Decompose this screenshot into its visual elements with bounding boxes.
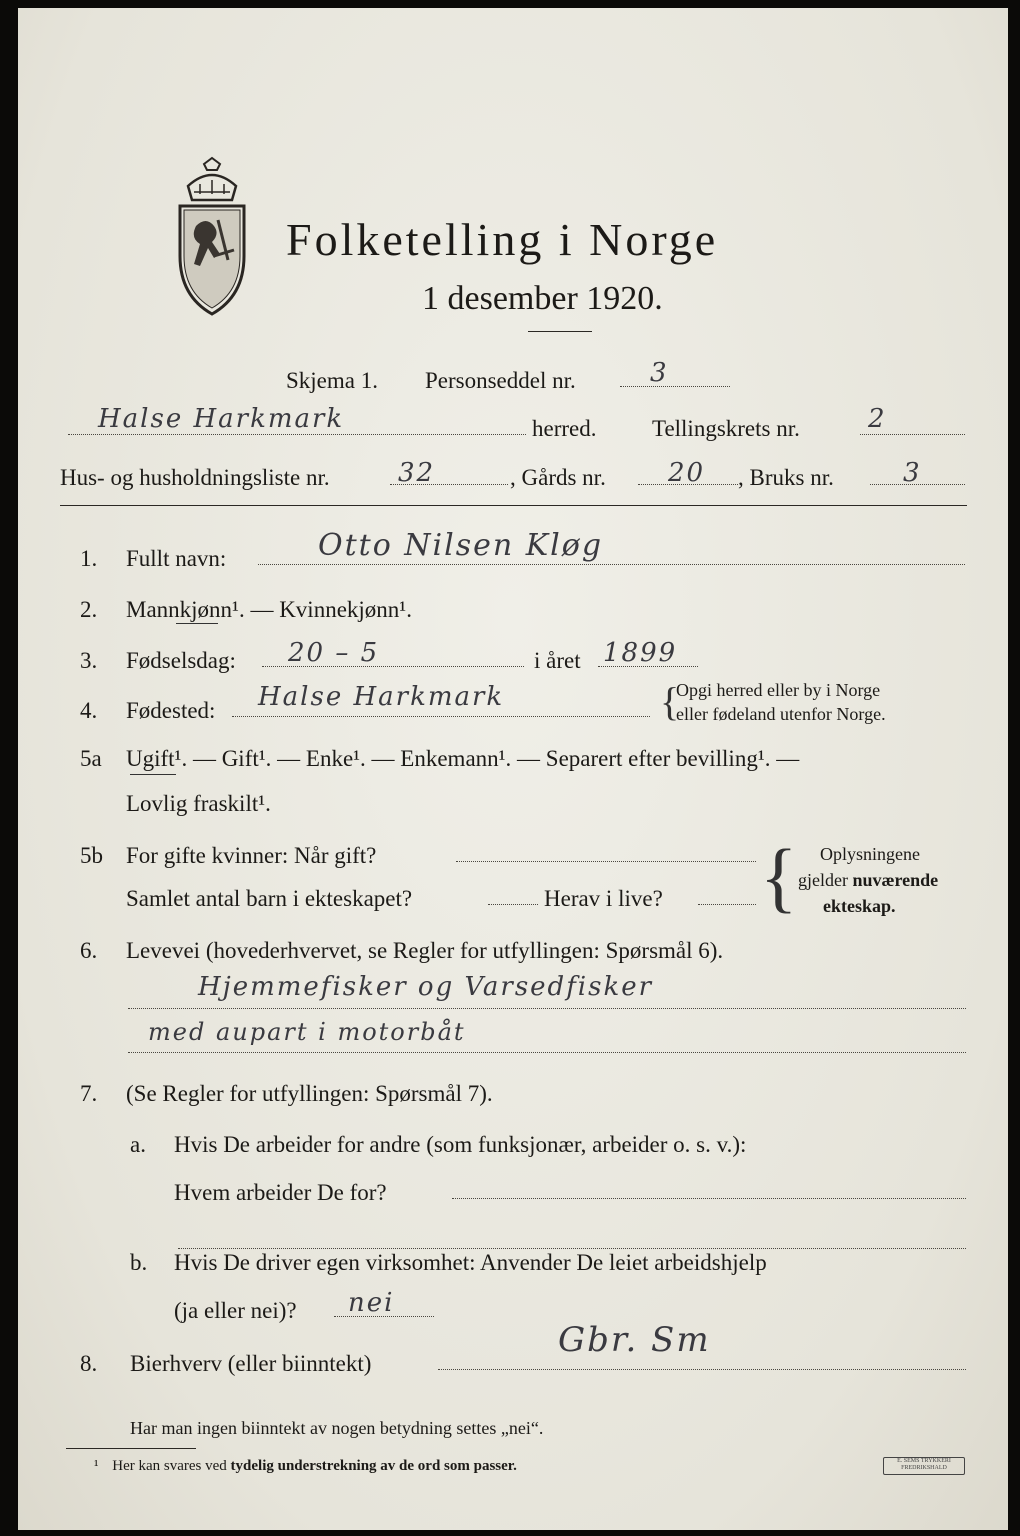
q5b-line2b: Herav i live? [544, 886, 663, 911]
full-name-value[interactable]: Otto Nilsen Kløg [318, 528, 604, 563]
birth-year-value[interactable]: 1899 [603, 638, 678, 668]
footnote-divider [66, 1448, 196, 1449]
footer-note: Har man ingen biinntekt av nogen betydning settes „nei“. [130, 1418, 544, 1438]
q7a-label: Hvis De arbeider for andre (som funksjonær, arbeider o. s. v.): [174, 1132, 747, 1157]
personseddel-label: Personseddel nr. [425, 368, 576, 393]
q4-label: Fødested: [126, 698, 216, 723]
brace-icon: { [760, 833, 798, 920]
q5a-options: Ugift¹. — Gift¹. — Enke¹. — Enkemann¹. — Separert efter bevilling¹. — [126, 746, 800, 771]
ugift-underline-mark [130, 774, 176, 775]
q7a-question: Hvem arbeider De for? [174, 1180, 387, 1205]
bruks-label: , Bruks nr. [738, 465, 834, 490]
side-income-value[interactable]: Gbr. Sm [558, 1320, 711, 1360]
gards-value[interactable]: 20 [668, 458, 706, 488]
form-title: Folketelling i Norge [286, 214, 719, 265]
census-date: 1 desember 1920. [422, 280, 663, 317]
gards-label: , Gårds nr. [510, 465, 606, 490]
hus-value[interactable]: 32 [398, 458, 436, 488]
gender-underline-mark [176, 623, 218, 624]
q1-label: Fullt navn: [126, 546, 227, 571]
census-form: Folketelling i Norge 1 desember 1920. Skjema 1. Personseddel nr. 3 Halse Harkmark herred. Tellingskrets nr. 2 Hus- og husholdningsliste nr. 32 , Gårds nr. 20 , Bruks nr. 3 1. Fullt navn: Otto Nilsen Kløg 2. Mannkjønn¹. — Kvinnekjønn¹. 3. Fødselsdag: 20 – 5 i året 1899 4. Fødested: Halse Harkmark { Opgi herred eller by i Norge eller fødeland utenfor Norge. 5a Ugift¹. — Gift¹. — Enke¹. — Enkemann¹. — Separert efter bevilling¹. — Lovlig fraskilt¹. 5b For gifte kvinner: Når gift? Samlet antal barn i ekteskapet? Herav i live? { Oplysningene gjelder nuværende ekteskap. 6. Levevei (hovederhvervet, se Regler for utfyllingen: Spørsmål 6). Hjemmefisker og Varsedfisker med aupart i motorbåt 7. (Se Regler for utfyllingen: Spørsmål 7). a. Hvis De arbeider for andre (som funksjonær, arbeider o. s. v.): Hvem arbeider De for? b. Hvis De driver egen virksomhet: Anvender De leiet arbeidshjelp (ja eller nei)? nei 8. Bierhverv (eller biinntekt) Gbr. Sm Har man ingen biinntekt av nogen betydning settes „nei“. ¹ Her kan svares ved tydelig understrekning av de ord som passer. E. SEMS TRYKKERI FREDRIKSHALD [18, 8, 1008, 1530]
q5b-line1: For gifte kvinner: Når gift? [126, 843, 377, 868]
coat-of-arms-emblem [166, 156, 258, 316]
occupation-value-line1[interactable]: Hjemmefisker og Varsedfisker [198, 972, 654, 1002]
q2-label: Mannkjønn¹. — Kvinnekjønn¹. [126, 597, 412, 622]
herred-value[interactable]: Halse Harkmark [98, 404, 345, 434]
personseddel-value[interactable]: 3 [650, 358, 669, 388]
tellingskrets-label: Tellingskrets nr. [652, 416, 800, 441]
occupation-value-line2[interactable]: med aupart i motorbåt [148, 1018, 466, 1046]
herred-label: herred. [532, 416, 597, 441]
brace-icon: { [660, 679, 680, 724]
q6-label: Levevei (hovederhvervet, se Regler for utfyllingen: Spørsmål 6). [126, 938, 724, 963]
year-label: i året [534, 648, 581, 673]
q4-note-line2: eller fødeland utenfor Norge. [676, 704, 886, 724]
q5b-note-line3: ekteskap. [823, 896, 896, 916]
q7b-label: Hvis De driver egen virksomhet: Anvender De leiet arbeidshjelp [174, 1250, 767, 1275]
skjema-label: Skjema 1. [286, 368, 378, 393]
tellingskrets-value[interactable]: 2 [868, 404, 887, 434]
title-divider [528, 331, 592, 332]
footnote: ¹ Her kan svares ved tydelig understrekning av de ord som passer. [94, 1458, 517, 1474]
q5b-note-line1: Oplysningene [820, 844, 920, 864]
q5a-options-line2: Lovlig fraskilt¹. [126, 791, 271, 816]
q5b-line2: Samlet antal barn i ekteskapet? [126, 886, 413, 911]
bruks-value[interactable]: 3 [903, 458, 922, 488]
q7b-question: (ja eller nei)? [174, 1298, 297, 1323]
birthday-value[interactable]: 20 – 5 [288, 638, 380, 668]
header-divider [60, 505, 967, 506]
q7-label: (Se Regler for utfyllingen: Spørsmål 7). [126, 1081, 493, 1106]
birthplace-value[interactable]: Halse Harkmark [258, 682, 505, 712]
q3-label: Fødselsdag: [126, 648, 236, 673]
q8-label: Bierhverv (eller biinntekt) [130, 1351, 372, 1376]
hus-label: Hus- og husholdningsliste nr. [60, 465, 330, 490]
q4-note-line1: Opgi herred eller by i Norge [676, 680, 881, 700]
hired-help-value[interactable]: nei [348, 1288, 395, 1318]
printer-stamp: E. SEMS TRYKKERI FREDRIKSHALD [883, 1457, 965, 1475]
